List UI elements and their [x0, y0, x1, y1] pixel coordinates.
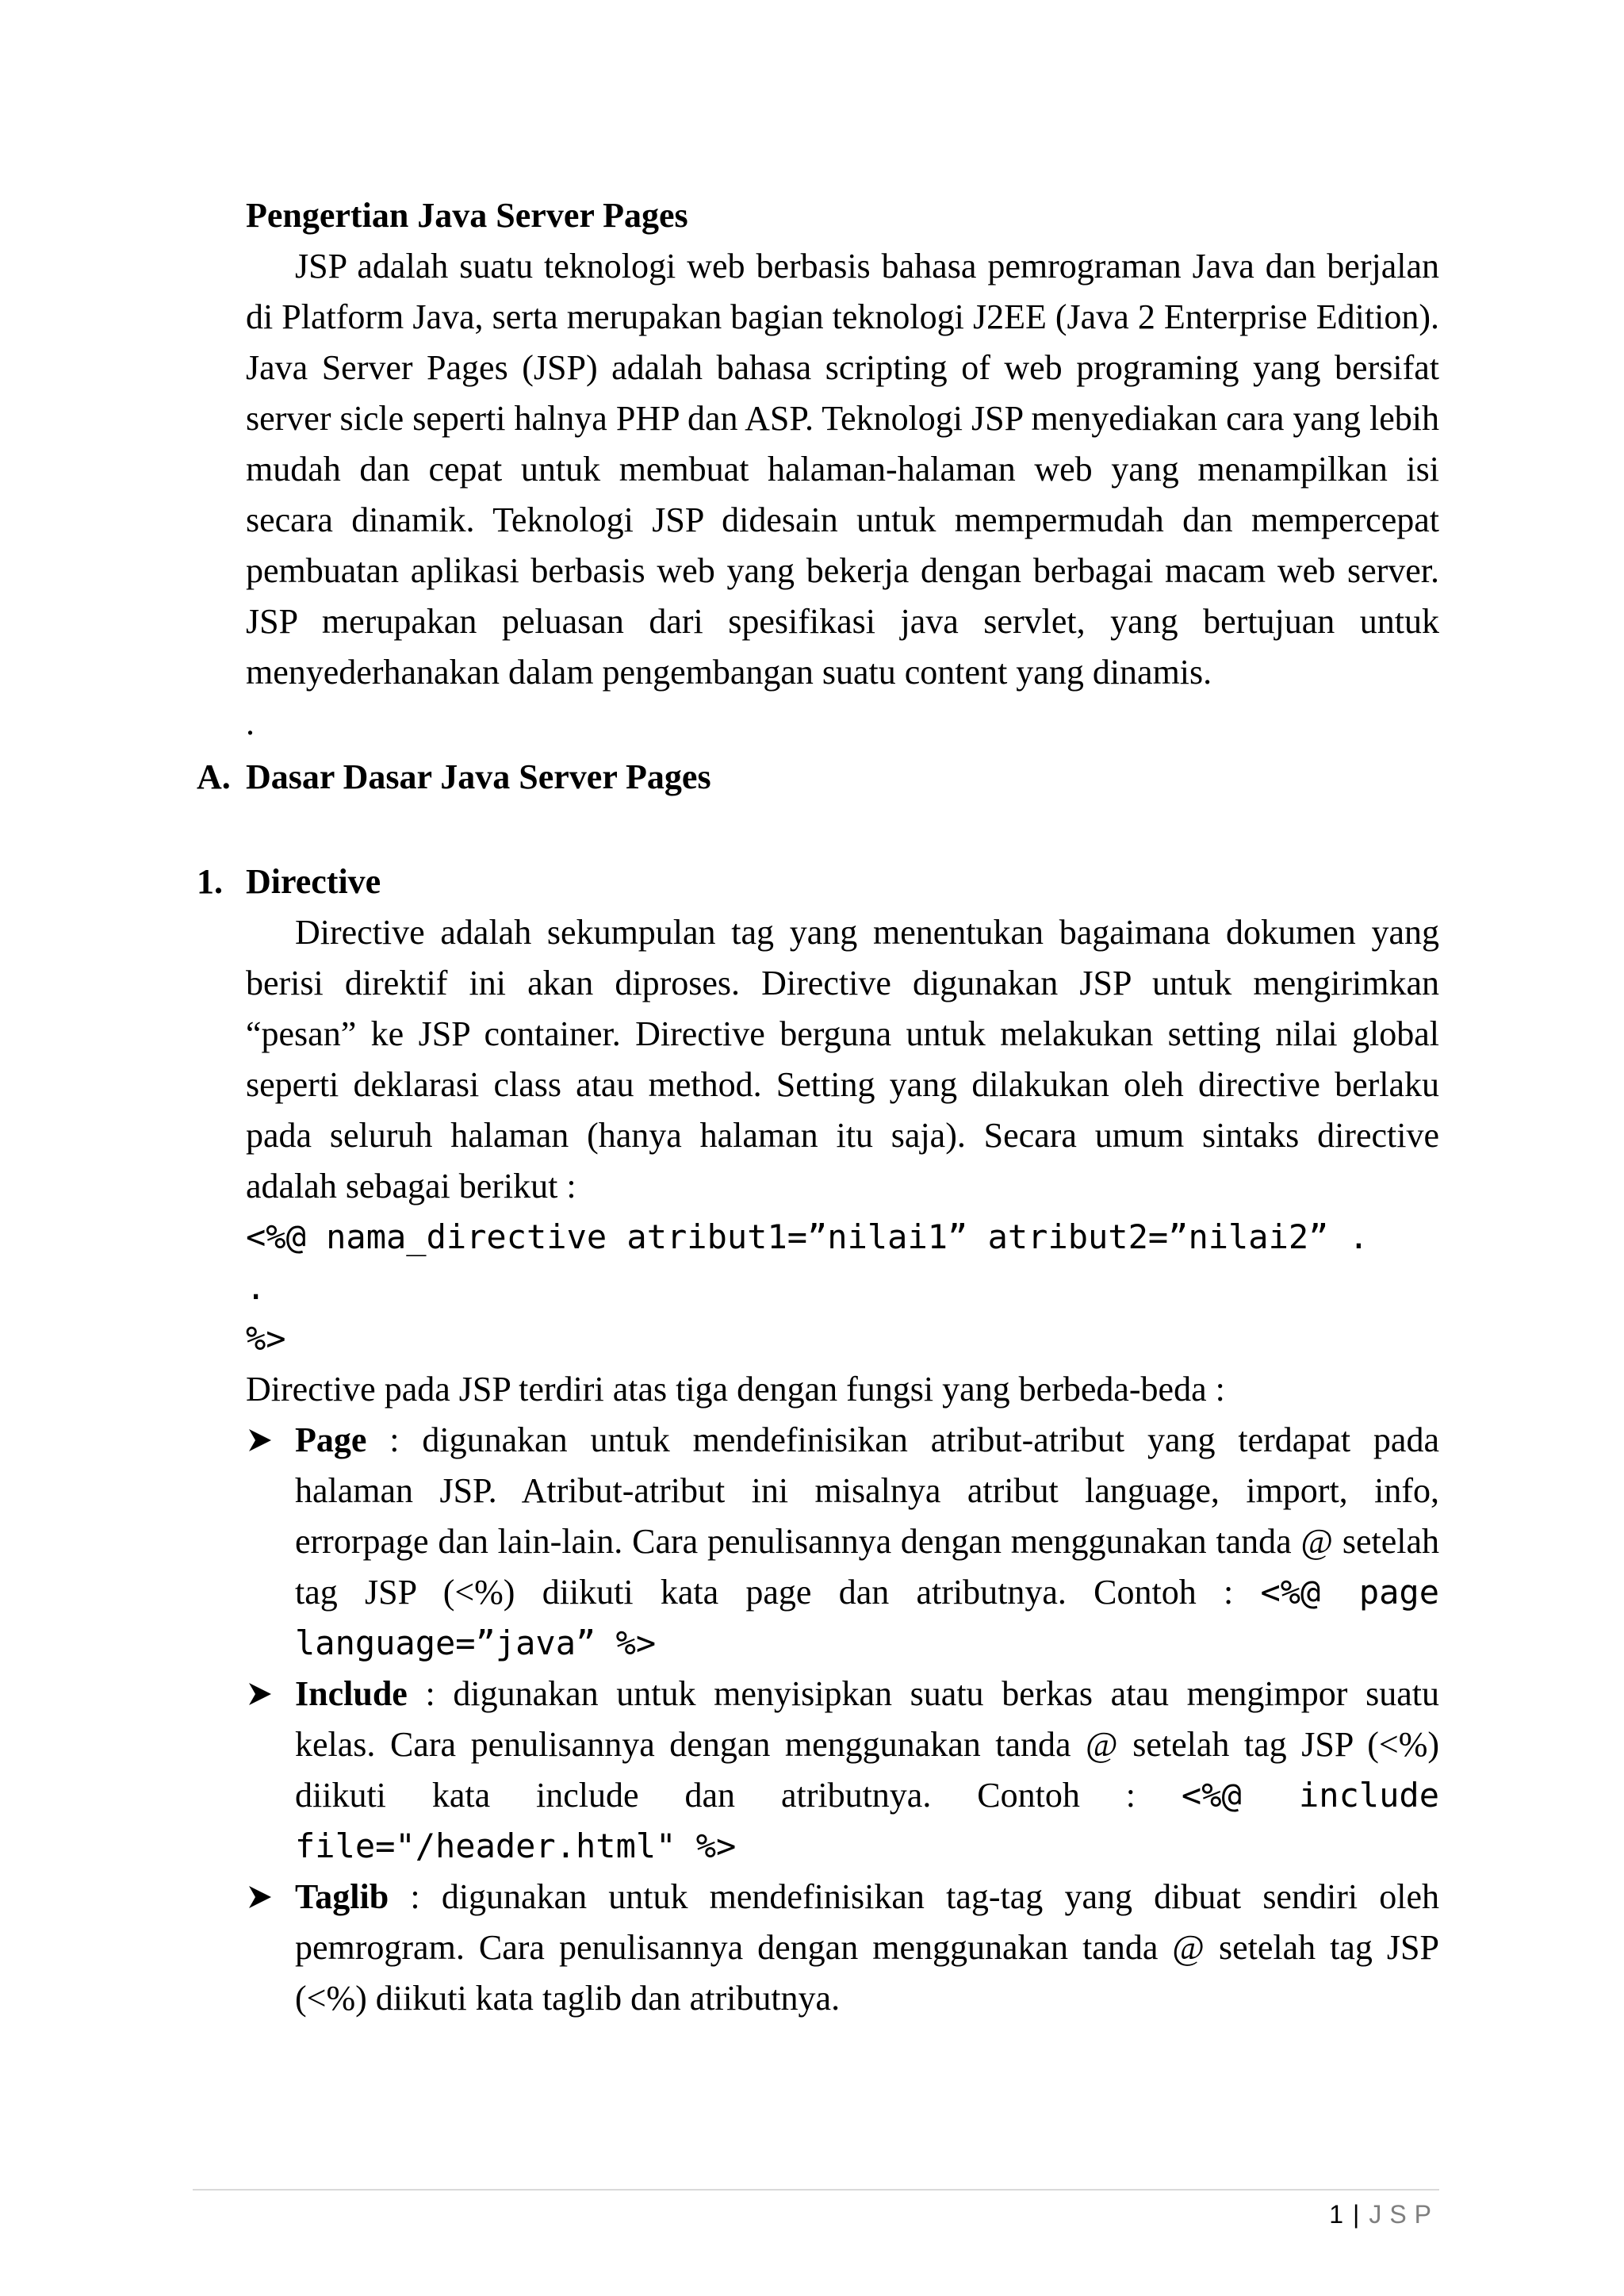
directive-syntax-line-2: .	[246, 1268, 266, 1307]
intro-trailing-dot: .	[246, 703, 255, 742]
list-item-taglib	[246, 1872, 1439, 2024]
page-number: 1	[1329, 2200, 1345, 2229]
spacer	[246, 803, 1439, 853]
directive-types-list	[246, 1415, 1439, 2024]
bullet-text: : digunakan untuk mendefinisikan tag-tag yang dibuat sendiri oleh pemrogram. Cara penulisannya dengan menggunakan tanda @ setelah tag JSP (<%) diikuti kata taglib dan atributnya.	[295, 1877, 1439, 2018]
page-footer	[1329, 2197, 1439, 2232]
bullet-text: : digunakan untuk mendefinisikan atribut-atribut yang terdapat pada halaman JSP. Atribut-atribut ini misalnya atribut language, import, info, errorpage dan lain-lain. Cara penulisannya dengan menggunakan tanda @ setelah tag JSP (<%) diikuti kata page dan atributnya. Contoh :	[295, 1420, 1439, 1612]
subsection-1-title: Directive	[246, 862, 381, 901]
document-body	[197, 190, 1439, 2024]
footer-separator: |	[1353, 2200, 1362, 2229]
directive-paragraph: Directive adalah sekumpulan tag yang menentukan bagaimana dokumen yang berisi direktif ini akan diproses. Directive digunakan JSP untuk mengirimkan “pesan” ke JSP container. Directive berguna untuk melakukan setting nilai global seperti deklarasi class atau method. Setting yang dilakukan oleh directive berlaku pada seluruh halaman (hanya halaman itu saja). Secara umum sintaks directive adalah sebagai berikut :	[246, 913, 1439, 1205]
bullet-term: Taglib	[295, 1877, 389, 1916]
subsection-1-label: 1.	[197, 862, 223, 901]
directive-syntax-line-3: %>	[246, 1319, 286, 1358]
bullet-code-example: <%@ page language=”java” %>	[295, 1573, 1439, 1662]
footer-doc-label: JSP	[1369, 2200, 1439, 2229]
subsection-1-heading	[197, 857, 1439, 907]
section-a-title: Dasar Dasar Java Server Pages	[246, 757, 711, 796]
list-item-include	[246, 1669, 1439, 1872]
section-a-heading	[197, 752, 1439, 803]
arrow-bullet-icon	[246, 1426, 274, 1455]
directive-types-intro: Directive pada JSP terdiri atas tiga dengan fungsi yang berbeda-beda :	[246, 1370, 1225, 1409]
bullet-term: Page	[295, 1420, 367, 1459]
section-a-label: A.	[197, 757, 231, 796]
directive-syntax-line-1: <%@ nama_directive atribut1=”nilai1” atribut2=”nilai2” .	[246, 1217, 1369, 1256]
list-item-page	[246, 1415, 1439, 1669]
arrow-bullet-icon	[246, 1883, 274, 1911]
intro-title: Pengertian Java Server Pages	[246, 196, 688, 235]
bullet-text: : digunakan untuk menyisipkan suatu berkas atau mengimpor suatu kelas. Cara penulisannya dengan menggunakan tanda @ setelah tag JSP (<%) diikuti kata include dan atributnya. Contoh :	[295, 1674, 1439, 1815]
intro-paragraph: JSP adalah suatu teknologi web berbasis bahasa pemrograman Java dan berjalan di Platform Java, serta merupakan bagian teknologi J2EE (Java 2 Enterprise Edition). Java Server Pages (JSP) adalah bahasa scripting of web programing yang bersifat server sicle seperti halnya PHP dan ASP. Teknologi JSP menyediakan cara yang lebih mudah dan cepat untuk membuat halaman-halaman web yang menampilkan isi secara dinamik. Teknologi JSP didesain untuk mempermudah dan mempercepat pembuatan aplikasi berbasis web yang bekerja dengan berbagai macam web server. JSP merupakan peluasan dari spesifikasi java servlet, yang bertujuan untuk menyederhanakan dalam pengembangan suatu content yang dinamis.	[246, 247, 1439, 692]
footer-divider	[193, 2189, 1439, 2191]
bullet-code-example: <%@ include file="/header.html" %>	[295, 1776, 1439, 1865]
arrow-bullet-icon	[246, 1680, 274, 1708]
bullet-term: Include	[295, 1674, 408, 1713]
